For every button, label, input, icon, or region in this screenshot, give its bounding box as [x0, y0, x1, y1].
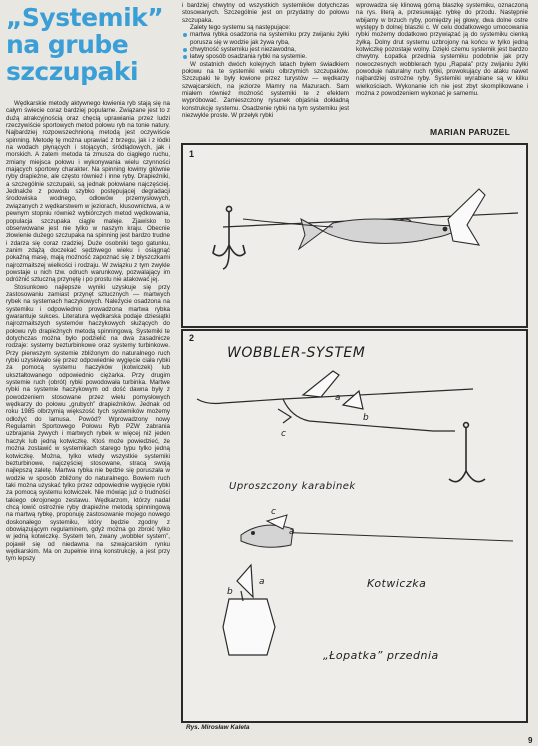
- fish-eye: [251, 531, 255, 535]
- fish-eye: [443, 227, 448, 232]
- title-line-1: „Systemik”: [6, 3, 164, 32]
- figure-2-drawing: [183, 331, 526, 721]
- figure-number: 2: [189, 333, 195, 343]
- paragraph: W ostatnich dwóch kolejnych latach byłem świadkiem połowu na te systemiki wielu olbrzymich szczupaków. Szczupaki te były łowione przez turystów — wędkarzy szwajcarskich, na jeziorze Mamry na Mazurach. Sam miałem również możność systemiki te z efektem wypróbować. Zamieszczony rysunek objaśnia dokładną konstrukcję systemu. Osadzenie rybki na tym systemiku jest niezwykle proste. W przełyk rybki: [182, 60, 349, 120]
- wire-loop: [197, 399, 283, 404]
- bait-fish: [323, 219, 463, 243]
- shovel-body: [223, 599, 275, 655]
- paragraph: Wędkarskie metody aktywnego łowienia ryb stają się na całym świecie coraz bardziej popularne. Związane jest to z dużą atrakcyjnością oraz chęcią uprawiania przez ludzi rzeczywiście sportowych metod połowu ryb na tonie natury. Najbardziej rozpowszechnioną metodą jest oczywiście spinning. Metodę tę można uprawiać z brzegu, jak i z łódki na wodach płynących i stojących, śródlądowych, jak i morskich. A zatem metoda ta zmusza do ciągłego ruchu, zmiany miejsca połowu i wykonywania wielu czynności mających sportowy charakter. Na spinning łowimy głównie ryby drapieżne, ale często również i inne ryby. Drapieżniki, a szczególnie szczupaki, są jednak połowiane najczęściej. Jednakże z powodu szybko postępującej degradacji środowiska wodnego, odłowów przemysłowych, związanych z wędkarstwem w jeziorach, kłusownictwa, a w pewnym stopniu również wybiórczych metod wędkowania, populacja szczupaka ciągle maleje. Zjawisko to obserwowane jest nie tylko w naszym kraju. Obecnie złowienie dużego szczupaka na spinning jest bardzo trudne i zdarza się coraz rzadziej. Duże osobniki tego gatunku, zanim zdążą doczekać sędziwego wieku i osiągnąć pokaźną masę, mają możność zapoznać się z błyszczkami najrozmaitszej wielkości i rodzaju. W związku z tym zwykle powstaje u nich tzw. odruch warunkowy, pozwalający im odróżnić sztuczną przynętę i po prostu nie atakować jej.: [6, 100, 170, 284]
- wobbler-system-middle: [241, 515, 513, 547]
- author-name: MARIAN PARUZEL: [430, 127, 511, 137]
- paragraph: Stosunkowo najlepsze wyniki uzyskuje się przy zastosowaniu zamiast przynęt sztucznych — martwych rybek na systemach haczykowych. Należycie osadzona na systemiku i odpowiednio prowadzona martwa rybka gwarantuje sukces. Literatura wędkarska podaje dziesiątki najrozmaitszych systemów haczykowych służących do połowu ryb drapieżnych metodą spinningową. Systemiki te dotychczas można było podzielić na dwa zasadnicze rodzaje: systemy bezturbinkowe oraz systemy turbinkowe. Przy pierwszym systemie zbliżonym do naturalnego ruch rybki uzyskiwało się przez odpowiednie wygięcie ciała rybki za pomocą systemu haczyków (kotwiczek) lub ukształtowanego odpowiednio ciężarka. Przy drugim systemie ruch (obrót) rybki powodowała turbinka. Martwe rybki na systemie haczykowym od dość dawna były z powodzeniem stosowane przez wielu pomysłowych wędkarzy do połowu „grubych” drapieżników. Jednak od roku 1985 olbrzymią większość tych systemików możemy odłożyć do lamusa. Powód? Wprowadzony nowy Regulamin Sportowego Połowu Ryb PZW zabrania uzbrajania żywych i martwych rybek w więcej niż jeden haczyk lub jedną kotwiczkę. Ktoś może powiedzieć, że można zostawić w systemikach starego typu tylko jedną kotwiczkę. Można, tylko wtedy wszystkie systemiki bezturbinowe, najczęściej stosowane, stracą swoją najlepszą zaletę. Martwa rybka nie będzie się poruszała w wodzie w sposób zbliżony do naturalnego. Bowiem ruch taki można uzyskać tylko przez odpowiednie wygięcie rybki za pomocą systemu kotwiczek. Nie mówiąc już o trudności takiego okrojonego zestawu. Wędkarzom, którzy nadal chcą łowić ostrożnie ryby drapieżne metodą spinningową na martwą rybkę, proponuję zastosowanie mojego nowego doskonałego systemiku, który będzie zgodny z obowiązującym regulaminem, gdyż można go zbroić tylko w jedną kotwiczkę. System ten, zwany „wobbler system”, pojawił się od niedawna na szwajcarskim rynku wędkarskim. Ma on zupełnie inną konstrukcję, a jest przy tym lepszy: [6, 283, 170, 563]
- label-karabinek: Uproszczony karabinek: [229, 481, 356, 492]
- paragraph: wprowadza się klinową górną blaszkę systemiku, oznaczoną na rys. literą a, przesuwając rybkę do przodu. Następnie wbijamy w brzuch ryby, pomiędzy jej głowy, dwa dolne ostre występy b dolnej blaszki c. W celu dodatkowego umocowania rybki możemy dodatkowo przywiązać ją do systemiku cienką żyłką. Dolny drut systemu uzbrojony na końcu w tylko jedną kotwiczkę pozostaje wolny. Dzięki czemu systemik jest bardzo chwytny. Łopatka przednia systemiku podobnie jak przy nowoczesnych wobblerach typu „Rapala” przy zwijaniu żyłki powoduje naturalny ruch rybki, prowokujący do ataku nawet najbardziej ostrożne ryby. Systemiki wyrabiane są w kilku wielkościach. Wykonanie ich nie jest zbyt skomplikowane i można z powodzeniem wykonać je samemu.: [356, 2, 528, 98]
- treble-hook: [213, 206, 245, 269]
- column-1: [6, 100, 170, 725]
- front-shovel: [223, 565, 275, 655]
- figure-1: [181, 143, 528, 328]
- fish-head: [241, 525, 296, 547]
- column-2: [182, 2, 349, 138]
- title-line-3: szczupaki: [6, 57, 139, 86]
- paragraph: i bardziej chwytny od wszystkich systemików dotychczas stosowanych. Szczególnie jest on przydatny do połowu szczupaka.: [182, 2, 349, 24]
- figure-2: [181, 329, 528, 723]
- illustration-credit: Rys. Mirosław Kaleta: [186, 724, 250, 731]
- upper-plate-a: [303, 371, 339, 397]
- advantages-list: [182, 31, 349, 60]
- label-b-low: b: [227, 587, 234, 597]
- label-lopatka: „Łopatka” przednia: [323, 649, 439, 662]
- page-number: 9: [528, 736, 533, 745]
- label-a-mid: a: [289, 527, 296, 537]
- shovel-tip-a: [237, 565, 253, 597]
- figure-number: 1: [189, 149, 195, 159]
- label-a-low: a: [259, 577, 266, 587]
- title-line-2: na grube: [6, 30, 129, 59]
- fish-tail: [299, 219, 323, 249]
- list-item: chwytność systemiku jest niezawodna,: [182, 46, 349, 53]
- paragraph: Zalety tego systemu są następujące:: [190, 24, 291, 32]
- article-title: [6, 4, 174, 85]
- lower-plate-b: [343, 391, 363, 409]
- figure-1-drawing: [183, 145, 526, 326]
- label-c: c: [281, 429, 287, 439]
- list-item: martwa rybka osadzona na systemiku przy zwijaniu żyłki porusza się w wodzie jak żywa ryba,: [182, 31, 349, 46]
- column-3: [356, 2, 528, 127]
- plate-c: [278, 409, 291, 423]
- list-item: łatwy sposób osadzania rybki na systemie.: [182, 53, 349, 60]
- label-c-mid: c: [271, 507, 277, 517]
- figure-heading: WOBBLER-SYSTEM: [227, 345, 366, 361]
- label-b: b: [363, 413, 370, 423]
- lure-plate: [448, 189, 485, 245]
- label-kotwiczka: Kotwiczka: [367, 577, 427, 590]
- label-a: a: [335, 393, 342, 403]
